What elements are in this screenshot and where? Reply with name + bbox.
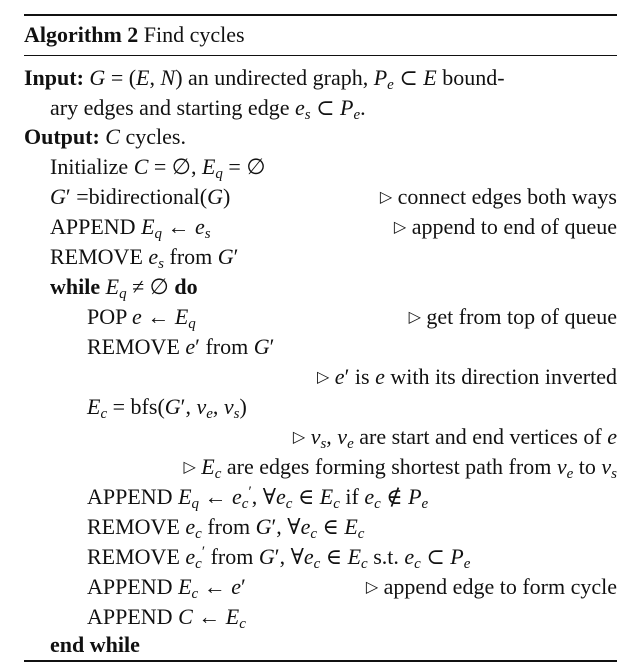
append-eprime-line: APPEND $E_c$ ← e′: [87, 574, 246, 602]
append-ecprime-line: APPEND $E_q$ ← $e_c'$, $\forall e_c$ ∈ $E_c$ if $e_c$ ∉ $P_e$: [87, 484, 429, 512]
append-cycle-line: APPEND C ← $E_c$: [87, 604, 246, 632]
caption-rule: [24, 55, 617, 56]
algorithm-label: Algorithm 2: [24, 22, 139, 47]
remove-es-line: REMOVE $e_s$ from G′: [50, 244, 239, 272]
input-label: Input:: [24, 65, 84, 90]
comment-vertices: ▷ $v_s$, $v_e$ are start and end vertices of e: [292, 424, 617, 452]
algorithm-caption: [24, 21, 245, 49]
comment-shortest-path: ▷ $E_c$ are edges forming shortest path from $v_e$ to $v_s$: [183, 454, 617, 482]
remove-ecprime-line: REMOVE $e_c'$ from G′, $\forall e_c$ ∈ $E_c$ s.t. $e_c$ ⊂ $P_e$: [87, 544, 471, 572]
remove-ec-line: REMOVE $e_c$ from G′, $\forall e_c$ ∈ $E_c$: [87, 514, 365, 542]
input-line-2: ary edges and starting edge $e_s$ ⊂ $P_e$.: [50, 95, 366, 123]
output-label: Output:: [24, 124, 100, 149]
init-line: Initialize C = ∅, $E_q$ = ∅: [50, 154, 266, 182]
comment-connect: ▷ connect edges both ways: [379, 184, 617, 209]
end-while-line: end while: [50, 632, 140, 657]
top-rule: [24, 14, 617, 16]
remove-eprime-line: REMOVE e′ from G′: [87, 334, 275, 359]
bidirectional-line: G′ =bidirectional(G): [50, 184, 231, 209]
comment-append-queue: ▷ append to end of queue: [393, 214, 617, 239]
algorithm-title: Find cycles: [143, 22, 245, 47]
bfs-line: $E_c = bfs(G'$, $v_e$, $v_s$): [87, 394, 247, 422]
comment-pop: ▷ get from top of queue: [408, 304, 617, 329]
bottom-rule: [24, 660, 617, 662]
input-line-1: Input: G = (E, N) an undirected graph, $P_e$ ⊂ E bound-: [24, 65, 505, 93]
comment-inverted: ▷ e′ is e with its direction inverted: [316, 364, 617, 389]
comment-form-cycle: ▷ append edge to form cycle: [365, 574, 617, 599]
pop-line: POP e ← $E_q$: [87, 304, 196, 332]
output-line: Output: C cycles.: [24, 124, 186, 149]
while-line: while $E_q$ ≠ ∅ do: [50, 274, 198, 302]
append-eq-line: APPEND $E_q$ ← $e_s$: [50, 214, 211, 242]
